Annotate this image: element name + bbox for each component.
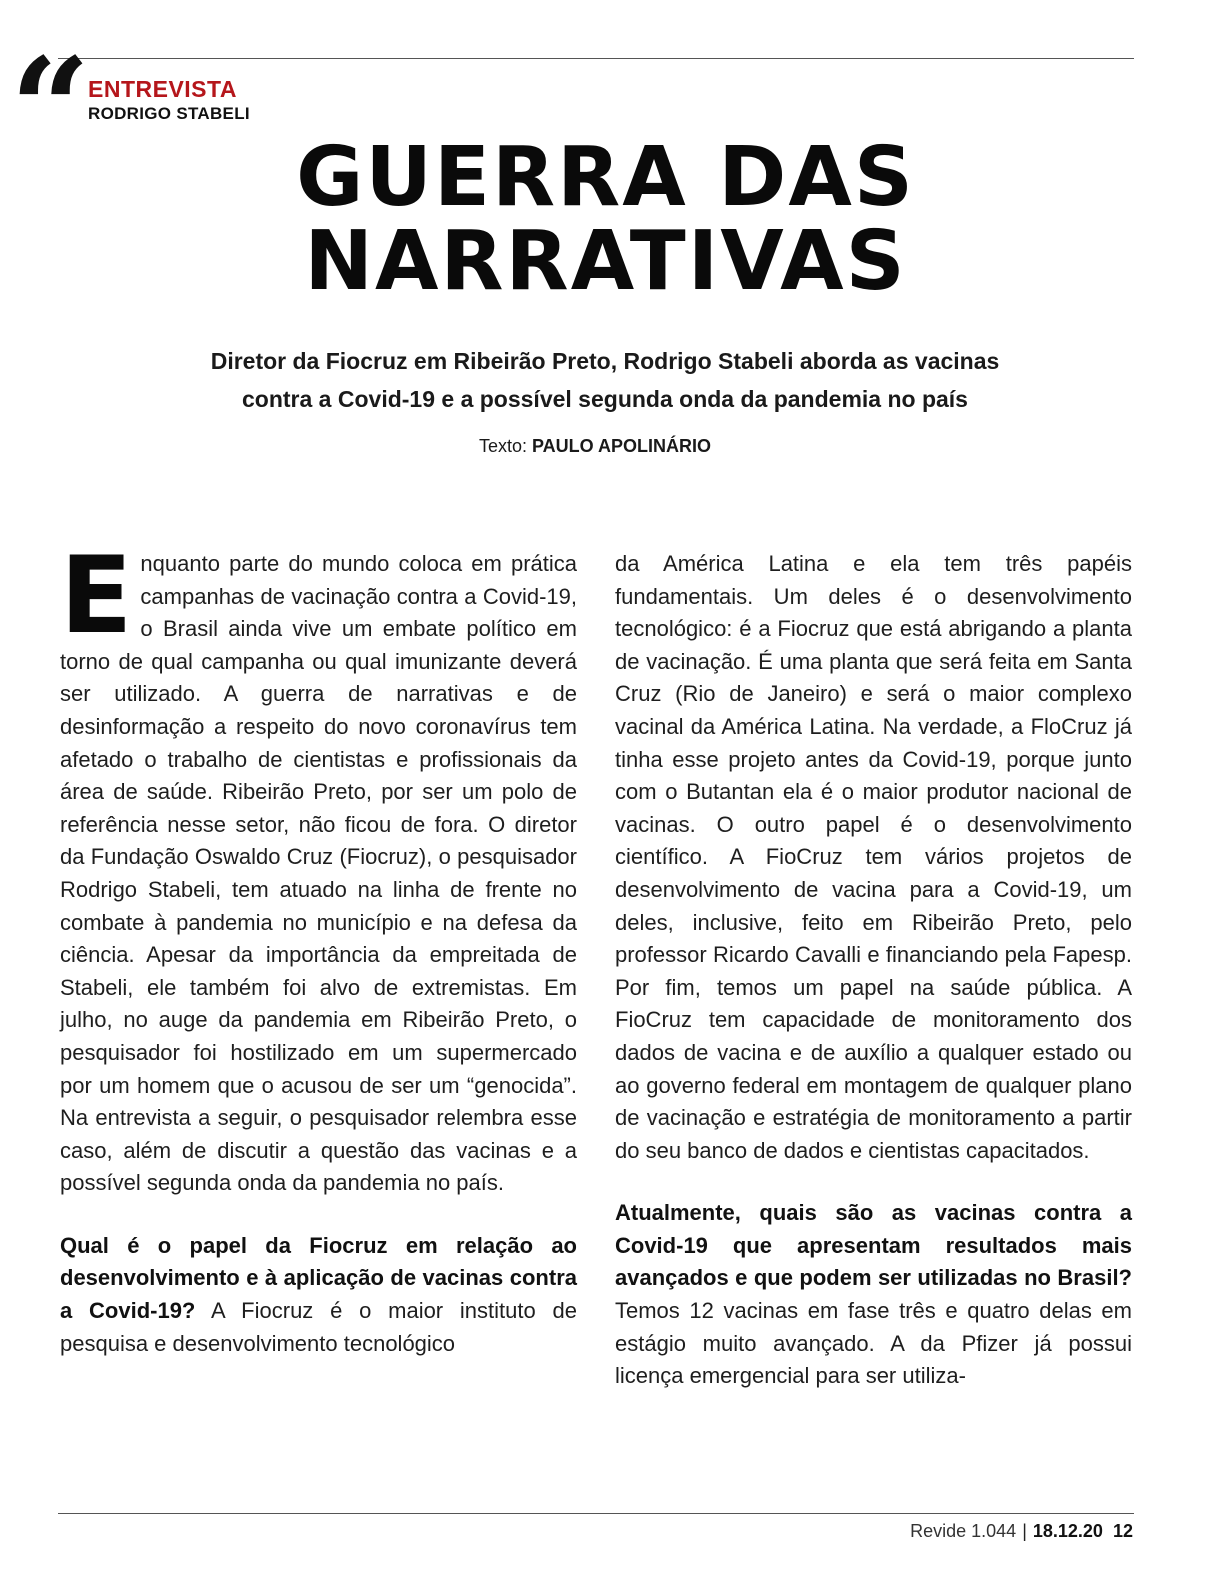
headline-line-1: GUERRA DAS <box>296 130 915 225</box>
footer-date: 18.12.20 <box>1032 1521 1103 1541</box>
headline <box>0 130 1211 309</box>
page-footer <box>910 1521 1133 1542</box>
drop-cap: E <box>60 534 133 657</box>
section-label: ENTREVISTA <box>88 76 237 102</box>
answer-1-continued: da América Latina e ela tem três papéis fundamentais. Um deles é o desenvolvimento tecnológico: é a Fiocruz que está abrigando a planta de vacinação. É uma planta que será feita em Santa Cruz (Rio de Janeiro) e será o maior complexo vacinal da América Latina. Na verdade, a FloCruz já tinha esse projeto antes da Covid-19, porque junto com o Butantan ela é o maior produtor nacional de vacinas. O outro papel é o desenvolvimento científico. A FioCruz tem vários projetos de desenvolvimento de vacina para a Covid-19, um deles, inclusive, feito em Ribeirão Preto, pelo professor Ricardo Cavalli e financiando pela Fapesp. Por fim, temos um papel na saúde pública. A FioCruz tem capacidade de monitoramento dos dados de vacina e de auxílio a qualquer estado ou ao governo federal em montagem de qualquer plano de vacinação e estratégia de monitoramento a partir do seu banco de dados e cientistas capacitados. <box>615 551 1132 1163</box>
byline-label: Texto: <box>478 436 527 456</box>
footer-publication: Revide 1.044 <box>910 1521 1017 1541</box>
top-rule <box>58 58 1134 59</box>
intro-text: nquanto parte do mundo coloca em prática campanhas de vacinação contra a Covid-19, o Brasil ainda vive um embate político em torno de qual campanha ou qual imunizante deverá ser utilizado. A guerra de narrativas e de desinformação a respeito do novo coronavírus tem afetado o trabalho de cientistas e profissionais da área de saúde. Ribeirão Preto, por ser um polo de referência nesse setor, não ficou de fora. O diretor da Fundação Oswaldo Cruz (Fiocruz), o pesquisador Rodrigo Stabeli, tem atuado na linha de frente no combate à pandemia no município e na defesa da ciência. Apesar da importância da empreitada de Stabeli, ele também foi alvo de extremistas. Em julho, no auge da pandemia em Ribeirão Preto, o pesquisador foi hostilizado em um supermercado por um homem que o acusou de ser um “genocida”. Na entrevista a seguir, o pesquisador relembra esse caso, além de discutir a questão das vacinas e a possível segunda onda da pandemia no país. <box>60 551 577 1196</box>
headline-line-2: NARRATIVAS <box>304 214 907 309</box>
section-person: RODRIGO STABELI <box>88 104 250 123</box>
byline <box>0 436 1190 457</box>
article-column-right <box>615 548 1132 1393</box>
deck-line-2: contra a Covid-19 e a possível segunda onda da pandemia no país <box>242 386 968 412</box>
bottom-rule <box>58 1513 1134 1514</box>
question-2: Atualmente, quais são as vacinas contra a Covid-19 que apresentam resultados mais avançados e que podem ser utilizadas no Brasil? <box>615 1200 1132 1291</box>
deck <box>120 342 1090 418</box>
qa-paragraph-1 <box>60 1230 577 1360</box>
question-1: Qual é o papel da Fiocruz em relação ao desenvolvimento e à aplicação de vacinas contra a Covid-19? <box>60 1232 577 1324</box>
deck-line-1: Diretor da Fiocruz em Ribeirão Preto, Rodrigo Stabeli aborda as vacinas <box>210 348 1000 374</box>
quote-mark-icon: “ <box>10 28 91 192</box>
intro-paragraph <box>60 534 577 1200</box>
byline-author: PAULO APOLINÁRIO <box>532 436 712 456</box>
qa-paragraph-2 <box>615 1197 1132 1393</box>
article-column-left <box>60 534 577 1360</box>
footer-separator: | <box>1022 1521 1027 1541</box>
answer-1-start: A Fiocruz é o maior instituto de pesquisa e desenvolvimento tecnológico <box>60 1298 577 1356</box>
paragraph-gap <box>615 1167 1132 1197</box>
answer-2-start: Temos 12 vacinas em fase três e quatro delas em estágio muito avançado. A da Pfizer já possui licença emergencial para ser utiliza- <box>615 1298 1132 1389</box>
page-number: 12 <box>1112 1521 1133 1541</box>
paragraph-gap <box>60 1200 577 1230</box>
